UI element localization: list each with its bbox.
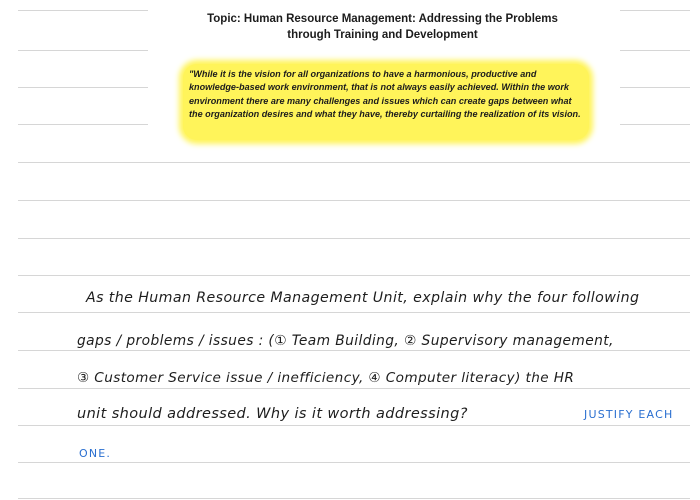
ruled-line: [18, 462, 690, 463]
quote-text: "While it is the vision for all organizations to have a harmonious, productive and knowledge-based work environment, that is not always easily achieved. Within the work environment there are many challenges and issues which can create gaps between what the organization desires and what they have, thereby curtailing the realization of its vision.: [189, 69, 581, 119]
ruled-line: [18, 200, 690, 201]
ruled-line: [18, 388, 690, 389]
handwritten-line-2: gaps / problems / issues : (① Team Building, ② Supervisory management,: [77, 333, 614, 349]
ruled-line: [18, 50, 148, 51]
ruled-line: [18, 312, 690, 313]
ruled-line: [18, 238, 690, 239]
ruled-line: [18, 350, 690, 351]
document-title: Topic: Human Resource Management: Addressing the Problems through Training and Development: [207, 13, 558, 41]
handwritten-line-3: ③ Customer Service issue / inefficiency, ④ Computer literacy) the HR: [77, 370, 575, 386]
ruled-line: [18, 10, 148, 11]
ruled-line: [18, 124, 148, 125]
handwritten-note-continued: ONE.: [79, 447, 112, 460]
handwritten-line-1: As the Human Resource Management Unit, explain why the four following: [86, 290, 640, 306]
ruled-line: [18, 275, 690, 276]
handwritten-line-4: unit should addressed. Why is it worth addressing?: [77, 406, 468, 422]
ruled-line: [18, 87, 148, 88]
ruled-line: [18, 162, 690, 163]
ruled-line: [18, 498, 690, 499]
ruled-line: [620, 124, 690, 125]
ruled-line: [620, 87, 690, 88]
ruled-line: [620, 50, 690, 51]
ruled-line: [18, 425, 690, 426]
ruled-line: [620, 10, 690, 11]
handwritten-note: JUSTIFY EACH: [584, 408, 674, 421]
